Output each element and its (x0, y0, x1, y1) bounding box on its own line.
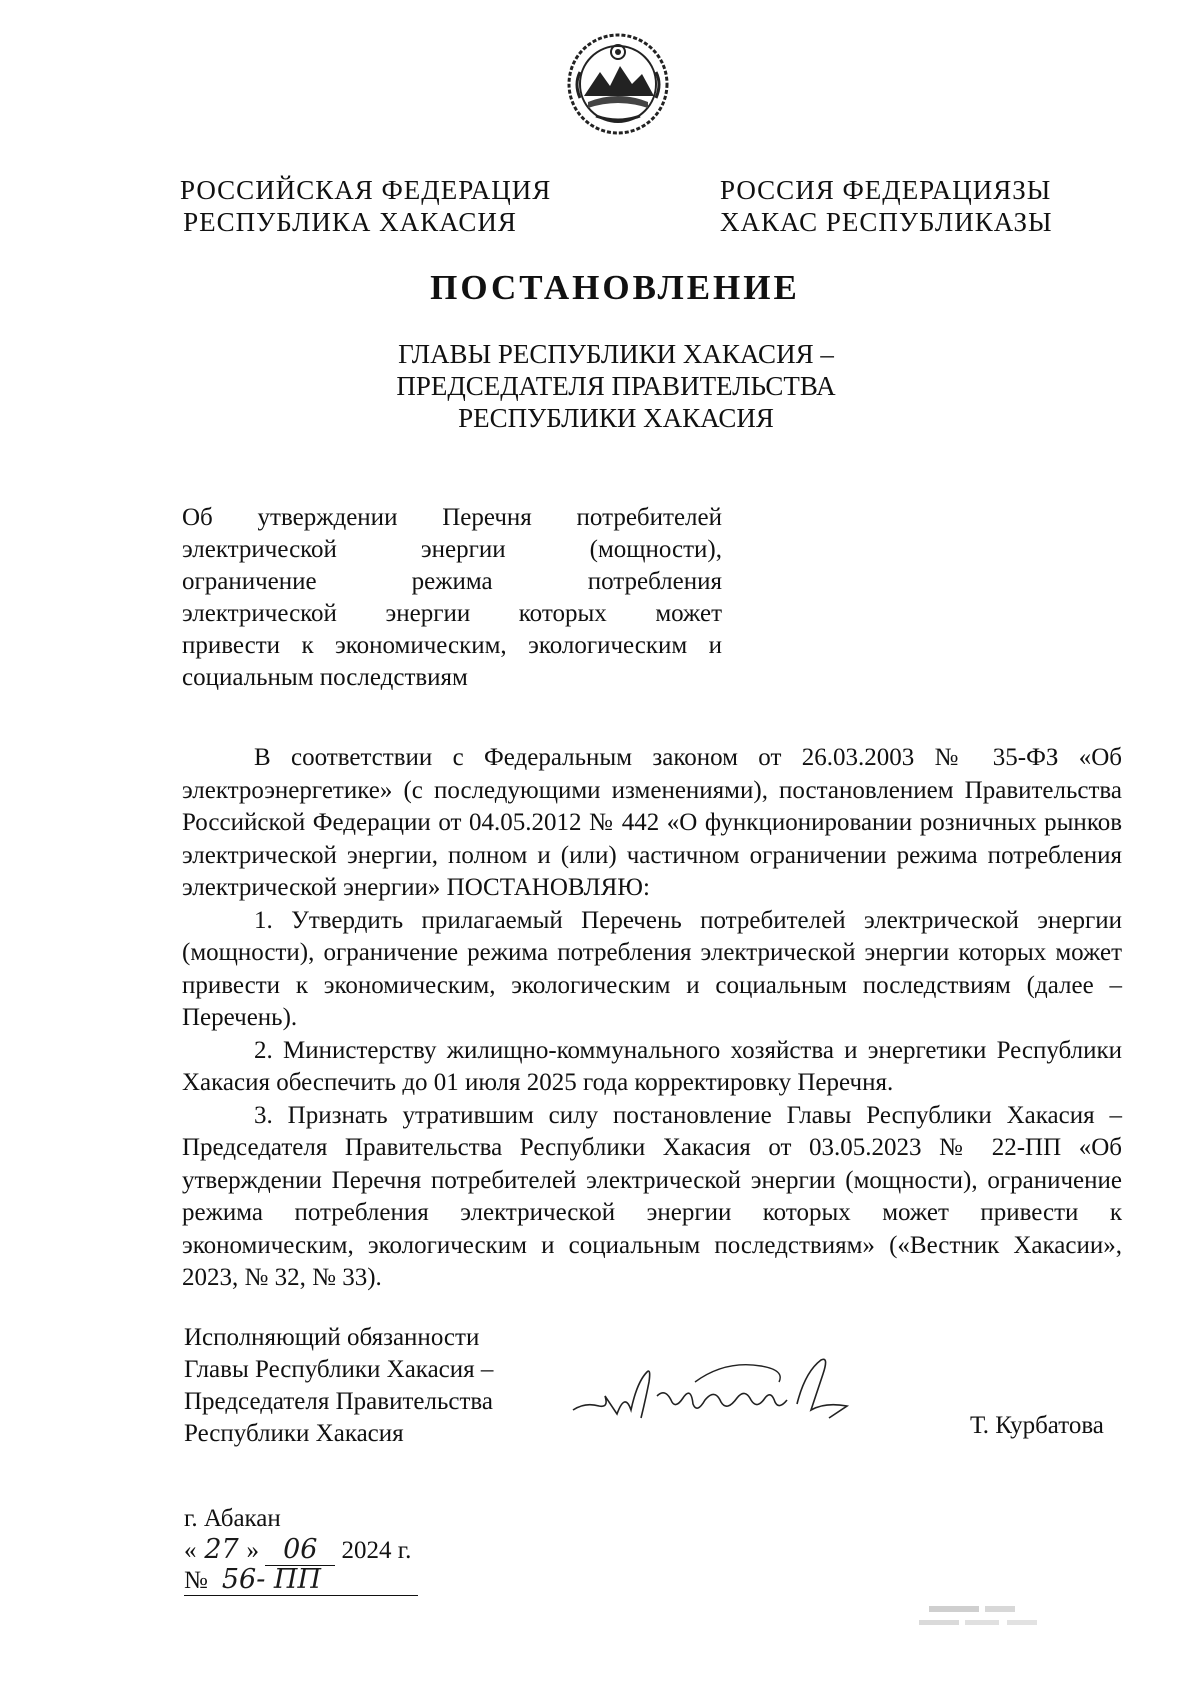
subject-line: Об утверждении Перечня потребителей (182, 504, 722, 531)
signatory-title-line: Исполняющий обязанности (184, 1324, 480, 1351)
signatory-title-line: Республики Хакасия (184, 1420, 404, 1447)
issuer-line: ПРЕДСЕДАТЕЛЯ ПРАВИТЕЛЬСТВА (396, 371, 836, 401)
header-left-line: РЕСПУБЛИКА ХАКАСИЯ (183, 207, 517, 237)
document-subject (182, 502, 722, 694)
signer-name: Т. Курбатова (970, 1412, 1104, 1439)
subject-line: электрической энергии которых может (182, 600, 722, 627)
header-right-kh (720, 174, 1053, 238)
header-left-line: РОССИЙСКАЯ ФЕДЕРАЦИЯ (180, 175, 552, 205)
subject-line: электрической энергии (мощности), (182, 536, 722, 563)
body-preamble: В соответствии с Федеральным законом от 26.03.2003 № 35-ФЗ «Об электроэнергетике» (с последующими изменениями), постановлением Правительства Российской Федерации от 04.05.2012 № 442 «О функционировании розничных рынков электрической энергии, полном и (или) частичном ограничении режима потребления электрической энергии» ПОСТАНОВЛЯЮ: (182, 744, 1122, 901)
issue-place: г. Абакан (184, 1505, 281, 1532)
date-year: 2024 г. (341, 1537, 412, 1564)
body-item-1: 1. Утвердить прилагаемый Перечень потребителей электрической энергии (мощности), ограничение режима потребления электрической энергии которых может привести к экономическим, экологическим и социальным последствиям (далее – Перечень). (182, 906, 1122, 1031)
body-item-2: 2. Министерству жилищно-коммунального хозяйства и энергетики Республики Хакасия обеспечить до 01 июля 2025 года корректировку Перечня. (182, 1036, 1122, 1096)
header-right-line: ХАКАС РЕСПУБЛИКАЗЫ (720, 207, 1053, 237)
faint-stamp-mark (915, 1600, 1055, 1634)
signatory-title-line: Главы Республики Хакасия – (184, 1356, 494, 1383)
issue-date (184, 1534, 411, 1566)
signatory-title (184, 1322, 493, 1450)
header-left-ru (180, 174, 552, 238)
subject-line: ограничение режима потребления (182, 568, 722, 595)
document-number-label: № (184, 1567, 208, 1594)
body-item-3: 3. Признать утратившим силу постановление Главы Республики Хакасия – Председателя Правительства Республики Хакасия от 03.05.2023 № 22-ПП «Об утверждении Перечня потребителей электрической энергии (мощности), ограничение режима потребления электрической энергии которых может привести к экономическим, экологическим и социальным последствиям» («Вестник Хакасии», 2023, № 32, № 33). (182, 1101, 1122, 1291)
issuer-block (0, 338, 1200, 434)
document-number (184, 1564, 418, 1596)
issuer-line: РЕСПУБЛИКИ ХАКАСИЯ (458, 403, 774, 433)
handwritten-signature (565, 1352, 875, 1432)
date-open-quote: « (184, 1537, 197, 1564)
document-type-title: ПОСТАНОВЛЕНИЕ (430, 268, 800, 307)
document-body (182, 742, 1122, 1295)
signatory-title-line: Председателя Правительства (184, 1388, 493, 1415)
issuer-line: ГЛАВЫ РЕСПУБЛИКИ ХАКАСИЯ – (398, 339, 834, 369)
date-month-handwritten: 06 (265, 1534, 335, 1566)
coat-of-arms-emblem-icon (566, 32, 670, 136)
date-close-quote: » (246, 1537, 259, 1564)
subject-line: социальным последствиям (182, 664, 468, 691)
date-day-handwritten: 27 (204, 1534, 239, 1565)
document-number-handwritten: 56- ПП (221, 1564, 322, 1595)
subject-line: привести к экономическим, экологическим и (182, 632, 722, 659)
header-right-line: РОССИЯ ФЕДЕРАЦИЯЗЫ (720, 175, 1052, 205)
